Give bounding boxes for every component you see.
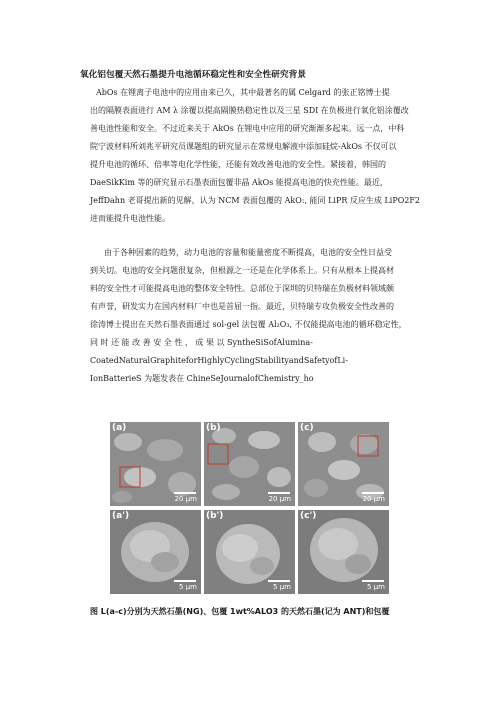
text-line: 同 时 还 能 改 善 安 全 性 ， 成 果 以 SyntheSiSofAlumina- bbox=[90, 338, 313, 347]
article-title: 氧化铝包覆天然石墨提升电池循环稳定性和安全性研究背景 bbox=[80, 70, 307, 80]
text-line: 院宁波材料所刘兆平研究员课题组的研究显示在常规电解液中添加硅烷-AkOs 不仅可以 bbox=[90, 142, 397, 151]
text-line: IonBatterieS 为题发表在 ChineSeJournalofChemistry_ho bbox=[90, 374, 314, 383]
text-line: 善电池性能和安全。不过近来关于 AkOs 在锂电中应用的研究渐渐多起来。远一点，中科 bbox=[90, 124, 405, 133]
sem-panel-a-prime bbox=[110, 510, 201, 594]
scale-bar bbox=[362, 492, 384, 494]
scale-label: 5 μm bbox=[367, 583, 385, 591]
text-line: JeffDahn 老哥提出新的见解，认为 NCM 表面包覆的 AkO:, 能同 LiPR 反应生成 LiPO2F2 bbox=[90, 196, 421, 205]
sem-panel-c bbox=[298, 422, 389, 506]
sem-figure bbox=[110, 422, 390, 596]
text-line: 到关切。电池的安全问题很复杂，但根源之一还是在化学体系上。只有从根本上提高材 bbox=[90, 266, 394, 275]
text-line: 出的隔膜表面进行 AM λ 涂覆以提高隔膜热稳定性以及三星 SDI 在负极进行氧化铝涂覆改 bbox=[90, 106, 409, 115]
scale-bar bbox=[268, 492, 290, 494]
panel-label: (b') bbox=[206, 511, 224, 521]
scale-label: 20 μm bbox=[268, 495, 291, 503]
text-line: 徐涛博士提出在天然石墨表面通过 sol-gel 法包覆 Al₂O₃, 不仅能提高电池的循环稳定性， bbox=[90, 320, 407, 329]
panel-label: (c) bbox=[300, 423, 314, 433]
scale-bar bbox=[362, 580, 384, 582]
sem-panel-b bbox=[204, 422, 295, 506]
text-line: 有声誉，研发实力在国内材料厂中也是首屈一指。最近，贝特瑞专攻负极安全性改善的 bbox=[90, 302, 394, 311]
sem-panel-c-prime bbox=[298, 510, 389, 594]
figure-caption: 图 L(a-c)分别为天然石墨(NG)、包覆 1wt%ALO3 的天然石墨(记为 ANT)和包覆 bbox=[90, 607, 390, 616]
scale-bar bbox=[268, 580, 290, 582]
scale-bar bbox=[174, 492, 196, 494]
text-line: 提升电池的循环、倍率等电化学性能，还能有效改善电池的安全性。紧接着，韩国的 bbox=[90, 160, 386, 169]
panel-label: (c') bbox=[300, 511, 317, 521]
scale-label: 5 μm bbox=[273, 583, 291, 591]
scale-label: 5 μm bbox=[179, 583, 197, 591]
sem-panel-a bbox=[110, 422, 201, 506]
text-line: DaeSikKim 等的研究显示石墨表面包覆非晶 AkOs 能提高电池的快充性能。最近， bbox=[90, 178, 388, 187]
scale-label: 20 μm bbox=[174, 495, 197, 503]
scale-bar bbox=[174, 580, 196, 582]
text-line: CoatedNaturalGraphiteforHighlyCyclingStabilityandSafetyofLi- bbox=[90, 356, 348, 365]
panel-label: (b) bbox=[206, 423, 221, 433]
panel-label: (a') bbox=[112, 511, 130, 521]
text-line: 进而能提升电池性能。 bbox=[90, 214, 170, 223]
panel-label: (a) bbox=[112, 423, 127, 433]
sem-panel-b-prime bbox=[204, 510, 295, 594]
text-line: 料的安全性才可能提高电池的整体安全特性。总部位于深圳的贝特瑞在负极材料领域颇 bbox=[90, 284, 394, 293]
text-line: 由于各种因素的趋势，动力电池的容量和能量密度不断提高，电池的安全性日益受 bbox=[104, 248, 392, 257]
scale-label: 20 μm bbox=[362, 495, 385, 503]
text-line: AbOs 在锂离子电池中的应用由来已久，其中最著名的属 Celgard 的张正铭博士提 bbox=[96, 88, 390, 97]
